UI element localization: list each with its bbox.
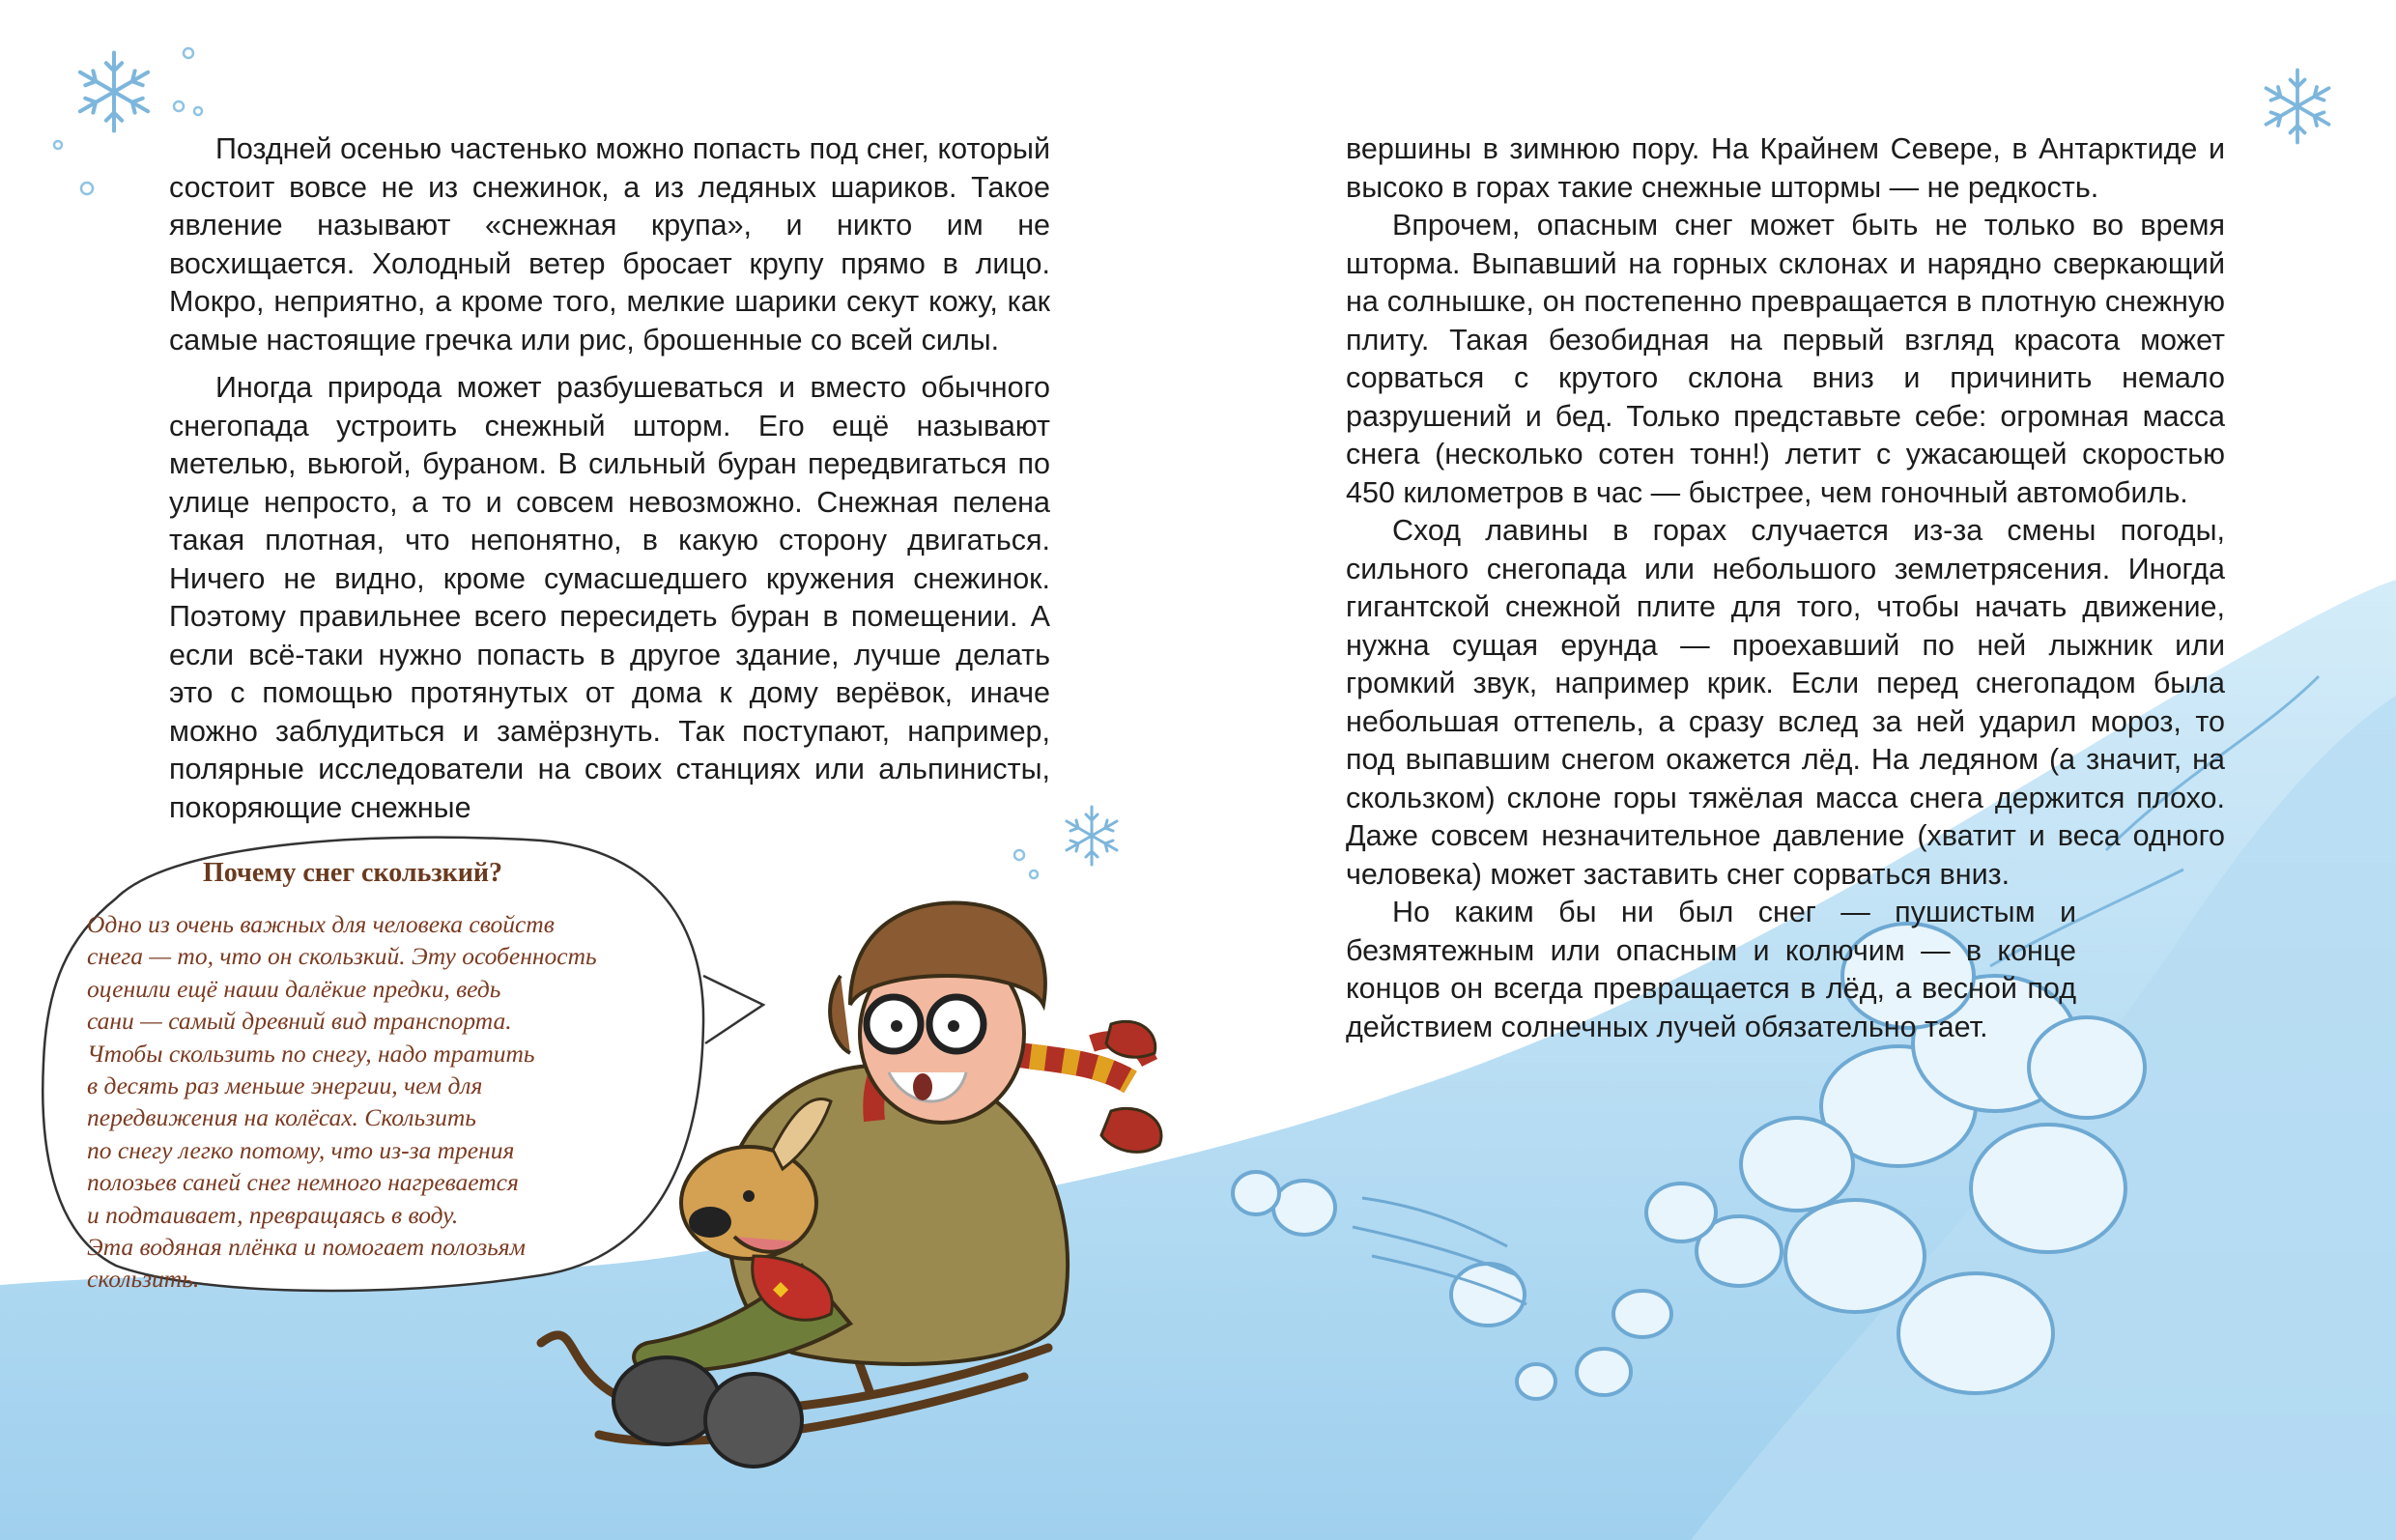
snowflake-icon xyxy=(80,53,148,131)
sidebar-line: полозьев саней снег немного нагревается xyxy=(87,1168,519,1197)
sidebar-line: по снегу легко потому, что из-за трения xyxy=(87,1135,515,1164)
sidebar-title: Почему снег скользкий? xyxy=(203,858,503,888)
paragraph: Поздней осенью частенько можно попасть под снег, который состоит вовсе не из снежинок, а из ледяных шариков. Такое явление называют «снежная крупа», и никто им не восхищается. Холодный ветер бросает крупу прямо в лицо. Мокро, неприятно, а кроме того, мелкие шарики секут кожу, как самые настоящие гречка или рис, брошенные со всей силы. xyxy=(169,132,1050,356)
sidebar-line: в десять раз меньше энергии, чем для xyxy=(87,1071,483,1100)
sidebar-line: Чтобы скользить по снегу, надо тратить xyxy=(87,1039,535,1068)
sidebar-line: сани — самый древний вид транспорта. xyxy=(87,1007,512,1036)
right-page-text xyxy=(1346,130,2225,1046)
sidebar-line: оценили ещё наши далёкие предки, ведь xyxy=(87,974,501,1003)
sidebar-line: Эта водяная плёнка и помогает полозьям xyxy=(87,1233,526,1262)
left-page-text xyxy=(169,130,1050,827)
snowflake-icon xyxy=(1067,807,1117,865)
sidebar-line: и подтаивает, превращаясь в воду. xyxy=(87,1200,459,1229)
sidebar-line: снега — то, что он скользкий. Эту особенность xyxy=(87,942,597,971)
paragraph: Иногда природа может разбушеваться и вместо обычного снегопада устроить снежный шторм. Его ещё называют метелью, вьюгой, бураном. В сильный буран передвигаться по улице непросто, а то и совсем невозможно. Снежная пелена такая плотная, что непонятно, в какую сторону двигаться. Ничего не видно, кроме сумасшедшего кружения снежинок. Поэтому правильнее всего пересидеть буран в помещении. А если всё-таки нужно попасть в другое здание, лучше делать это с помощью протянутых от дома к дому верёвок, иначе можно заблудиться и замёрзнуть. Так поступают, например, полярные исследователи на своих станциях или альпинисты, покоряющие снежные xyxy=(169,371,1050,824)
sidebar-line: скользить. xyxy=(87,1265,200,1294)
sidebar-text xyxy=(87,908,676,1296)
paragraph: Но каким бы ни был снег — пушистым и безмятежным или опасным и колючим — в конце концов он всегда превращается в лёд, а весной под действием солнечных лучей обязательно тает. xyxy=(1346,896,2076,1043)
snowflake-icon xyxy=(2267,71,2329,143)
paragraph: вершины в зимнюю пору. На Крайнем Севере, в Антарктиде и высоко в горах такие снежные штормы — не редкость. xyxy=(1346,132,2225,204)
paragraph: Сход лавины в горах случается из-за смены погоды, сильного снегопада или небольшого землетрясения. Иногда гигантской снежной плите для того, чтобы начать движение, нужна сущая ерунда — проехавший по ней лыжник или громкий звук, например крик. Если перед снегопадом была небольшая оттепель, а сразу вслед за ней ударил мороз, то под выпавшим снегом окажется лёд. На ледяном (а значит, на скользком) склоне горы тяжёлая масса снега держится плохо. Даже совсем незначительное давление (хватит и веса одного человека) может заставить снег сорваться вниз. xyxy=(1346,514,2225,891)
sidebar-line: передвижения на колёсах. Скользить xyxy=(87,1103,476,1132)
paragraph: Впрочем, опасным снег может быть не только во время шторма. Выпавший на горных склонах и нарядно сверкающий на солнышке, он постепенно превращается в плотную снежную плиту. Такая безобидная на первый взгляд красота может сорваться с крутого склона вниз и причинить немало разрушений и бед. Только представьте себе: огромная масса снега (несколько сотен тонн!) летит с ужасающей скоростью 450 километров в час — быстрее, чем гоночный автомобиль. xyxy=(1346,209,2225,509)
sidebar-line: Одно из очень важных для человека свойств xyxy=(87,910,555,938)
